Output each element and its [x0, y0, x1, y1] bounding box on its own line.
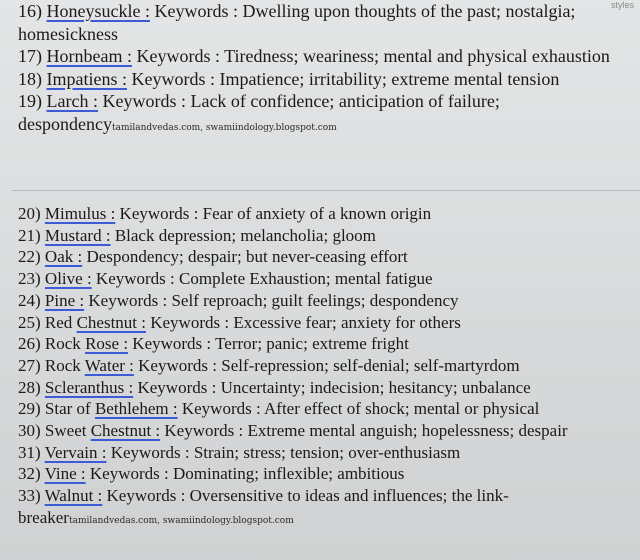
- remedy-entry: [18, 485, 632, 532]
- entry-number: 24): [18, 290, 41, 310]
- remedy-name: Mustard :: [44, 225, 111, 245]
- entry-number: 28): [18, 377, 41, 397]
- entry-number: 23): [18, 269, 41, 289]
- remedy-keywords: Keywords : Extreme mental anguish; hopelessness; despair: [160, 421, 568, 441]
- remedy-keywords: Keywords : Excessive fear; anxiety for others: [145, 312, 461, 332]
- remedy-keywords: Keywords : Complete Exhaustion; mental fatigue: [91, 269, 433, 289]
- remedy-name-prefix: Sweet: [44, 421, 91, 441]
- remedy-keywords: Keywords : Oversensitive to ideas and influences; the link-breaker: [18, 486, 509, 527]
- entry-number: 16): [18, 1, 42, 21]
- remedy-name: Pine :: [44, 290, 85, 310]
- remedy-name: Scleranthus :: [44, 377, 134, 397]
- remedy-entry: [18, 45, 632, 68]
- remedy-keywords: Keywords : Tiredness; weariness; mental and physical exhaustion: [131, 46, 610, 66]
- entry-number: 20): [18, 204, 41, 223]
- remedy-entry: [18, 290, 632, 312]
- remedy-entry: [18, 420, 632, 442]
- remedy-entry: [18, 225, 632, 247]
- remedy-name: Hornbeam :: [46, 46, 132, 66]
- remedy-entry: [18, 463, 632, 485]
- remedy-keywords: Keywords : Self-repression; self-denial; self-martyrdom: [133, 355, 520, 375]
- remedy-keywords: Keywords : Dwelling upon thoughts of the past; nostalgia; homesickness: [18, 1, 576, 44]
- remedy-name: Honeysuckle :: [46, 1, 150, 21]
- remedy-name: Impatiens :: [46, 68, 127, 89]
- entry-number: 21): [18, 225, 41, 245]
- remedy-keywords: Keywords : Terror; panic; extreme fright: [128, 334, 409, 354]
- remedy-name-prefix: Rock: [44, 334, 86, 354]
- remedy-name: Chestnut :: [76, 312, 146, 332]
- entry-number: 18): [18, 68, 42, 89]
- remedy-keywords: Keywords : After effect of shock; mental or physical: [177, 399, 540, 419]
- entry-number: 26): [18, 334, 41, 354]
- remedy-keywords: Keywords : Lack of confidence; anticipation of failure; despondency: [18, 91, 500, 134]
- remedy-keywords: Keywords : Impatience; irritability; extreme mental tension: [126, 68, 560, 89]
- remedy-list-part-one: [18, 0, 632, 139]
- remedy-keywords: Black depression; melancholia; gloom: [110, 225, 376, 245]
- entry-number: 25): [18, 312, 41, 332]
- remedy-name: Larch :: [46, 91, 98, 111]
- remedy-name: Chestnut :: [90, 421, 161, 441]
- remedy-name-prefix: Star of: [44, 399, 95, 419]
- remedy-entry: [18, 203, 632, 225]
- remedy-name: Vine :: [44, 464, 86, 484]
- remedy-keywords: Keywords : Fear of anxiety of a known origin: [115, 204, 432, 223]
- remedy-entry: [18, 68, 632, 91]
- remedy-name: Water :: [84, 355, 134, 375]
- remedy-name: Rose :: [85, 334, 129, 354]
- entry-number: 30): [18, 421, 41, 441]
- remedy-keywords: Keywords : Strain; stress; tension; over-enthusiasm: [106, 442, 461, 462]
- remedy-name-prefix: Rock: [44, 355, 85, 375]
- remedy-entry: [18, 355, 632, 377]
- corner-mark: styles: [610, 0, 634, 10]
- remedy-name: Bethlehem :: [94, 399, 178, 419]
- remedy-entry: [18, 333, 632, 355]
- entry-number: 22): [18, 247, 41, 267]
- remedy-name: Olive :: [44, 269, 92, 289]
- entry-number: 27): [18, 355, 41, 375]
- entry-number: 32): [18, 464, 41, 484]
- remedy-entry: [18, 90, 632, 139]
- entry-number: 29): [18, 399, 41, 419]
- remedy-name: Walnut :: [44, 486, 103, 506]
- entry-number: 31): [18, 442, 41, 462]
- entry-number: 19): [18, 91, 42, 111]
- remedy-keywords: Despondency; despair; but never-ceasing effort: [82, 247, 408, 267]
- remedy-entry: [18, 377, 632, 399]
- remedy-entry: [18, 442, 632, 464]
- entry-number: 17): [18, 46, 42, 66]
- remedy-keywords: Keywords : Self reproach; guilt feelings; despondency: [84, 290, 459, 310]
- remedy-entry: [18, 268, 632, 290]
- remedy-entry: [18, 312, 632, 334]
- source-credit: tamilandvedas.com, swamiindology.blogspot.com: [111, 122, 337, 133]
- remedy-list-part-two: [18, 203, 632, 533]
- remedy-name: Mimulus :: [44, 204, 116, 223]
- entry-number: 33): [18, 486, 41, 506]
- section-divider: [12, 190, 640, 191]
- remedy-name: Oak :: [44, 247, 83, 267]
- remedy-name-prefix: Red: [44, 312, 77, 332]
- remedy-entry: [18, 246, 632, 268]
- remedy-entry: [18, 398, 632, 420]
- remedy-name: Vervain :: [44, 442, 107, 462]
- source-credit: tamilandvedas.com, swamiindology.blogspot.com: [68, 515, 294, 526]
- remedy-keywords: Keywords : Uncertainty; indecision; hesitancy; unbalance: [133, 377, 531, 397]
- remedy-keywords: Keywords : Dominating; inflexible; ambitious: [85, 464, 405, 484]
- remedy-entry: [18, 0, 632, 45]
